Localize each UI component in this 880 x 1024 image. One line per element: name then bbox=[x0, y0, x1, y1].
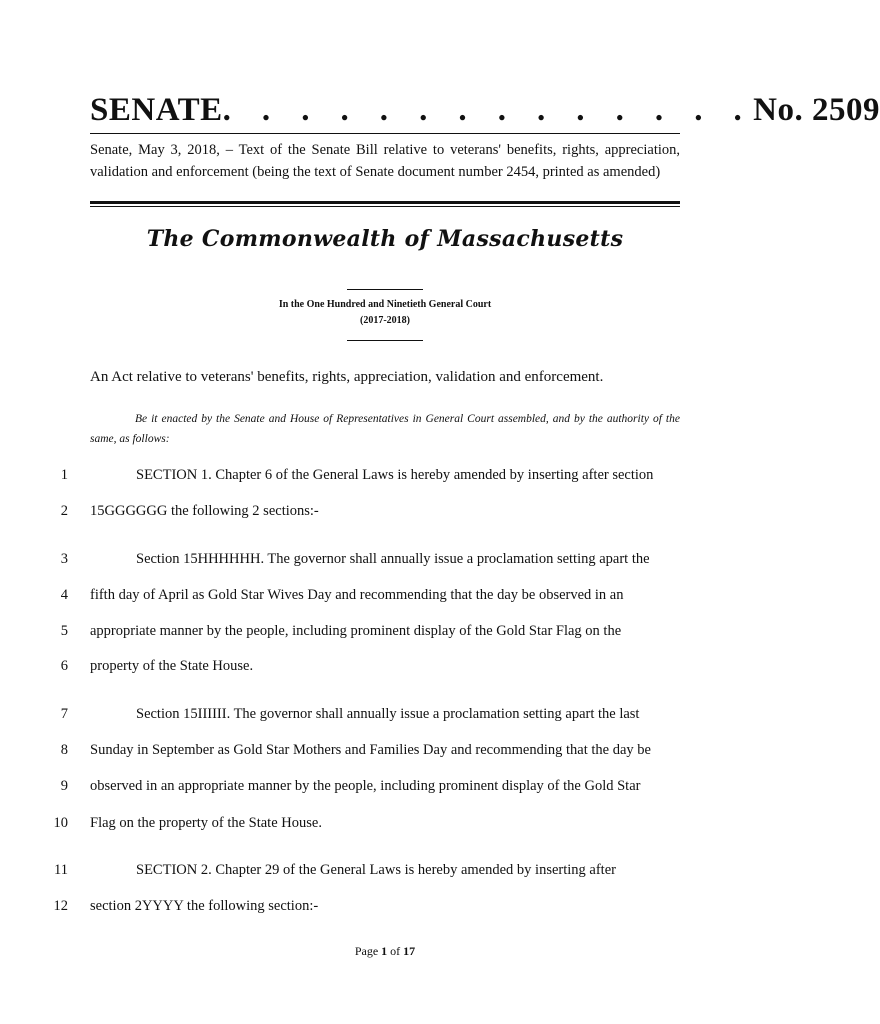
bill-line: fifth day of April as Gold Star Wives Day and recommending that the day be observed in an bbox=[90, 587, 624, 603]
act-title: An Act relative to veterans' benefits, rights, appreciation, validation and enforcement. bbox=[90, 369, 604, 385]
court-years: (2017-2018) bbox=[360, 315, 410, 326]
line-number: 7 bbox=[60, 706, 68, 722]
of-word: of bbox=[390, 944, 401, 958]
bill-line: appropriate manner by the people, including prominent display of the Gold Star Flag on the bbox=[90, 623, 622, 639]
line-number: 12 bbox=[53, 898, 68, 914]
bill-line: SECTION 1. Chapter 6 of the General Laws is hereby amended by inserting after section bbox=[136, 467, 654, 483]
bill-line: Flag on the property of the State House. bbox=[90, 815, 322, 831]
total-pages: 17 bbox=[403, 944, 416, 958]
bill-line: section 2YYYY the following section:- bbox=[90, 898, 319, 914]
court-rule-bottom bbox=[347, 340, 423, 341]
subtitle-rule-thin bbox=[90, 206, 680, 207]
bill-header bbox=[90, 92, 880, 129]
line-number: 1 bbox=[60, 467, 68, 483]
bill-line: Sunday in September as Gold Star Mothers and Families Day and recommending that the day be bbox=[90, 742, 651, 758]
line-number: 10 bbox=[53, 815, 68, 831]
line-number: 11 bbox=[54, 862, 68, 878]
current-page: 1 bbox=[381, 944, 388, 958]
line-number: 9 bbox=[60, 778, 68, 794]
bill-line: SECTION 2. Chapter 29 of the General Laws is hereby amended by inserting after bbox=[136, 862, 616, 878]
line-number: 6 bbox=[60, 658, 68, 674]
chamber-name: SENATE bbox=[90, 92, 223, 128]
court-session: In the One Hundred and Ninetieth General Court bbox=[278, 299, 492, 310]
bill-line: Section 15HHHHHH. The governor shall annually issue a proclamation setting apart the bbox=[136, 551, 650, 567]
line-number: 4 bbox=[60, 587, 68, 603]
line-number: 3 bbox=[60, 551, 68, 567]
bill-line: observed in an appropriate manner by the people, including prominent display of the Gold Star bbox=[90, 778, 641, 794]
bill-subtitle: Senate, May 3, 2018, – Text of the Senate Bill relative to veterans' benefits, rights, appreciation, validation and enforcement (being the text of Senate document number 2454, printed as amended) bbox=[90, 142, 680, 180]
header-rule bbox=[90, 133, 680, 134]
line-number: 8 bbox=[60, 742, 68, 758]
court-rule-top bbox=[347, 289, 423, 290]
line-number: 2 bbox=[60, 503, 68, 519]
page-footer bbox=[0, 944, 770, 959]
commonwealth-heading: The Commonwealth of Massachusetts bbox=[146, 226, 624, 252]
bill-line: 15GGGGGG the following 2 sections:- bbox=[90, 503, 319, 519]
bill-number: No. 2509 bbox=[753, 92, 880, 128]
line-number: 5 bbox=[60, 623, 68, 639]
enacting-clause: Be it enacted by the Senate and House of Representatives in General Court assembled, and by the authority of the same, as follows: bbox=[90, 413, 680, 445]
header-dots: . . . . . . . . . . . . . . bbox=[222, 92, 754, 128]
subtitle-rule-thick bbox=[90, 201, 680, 204]
page-word: Page bbox=[354, 944, 379, 958]
bill-line: property of the State House. bbox=[90, 658, 254, 674]
bill-line: Section 15IIIIII. The governor shall annually issue a proclamation setting apart the last bbox=[136, 706, 640, 722]
